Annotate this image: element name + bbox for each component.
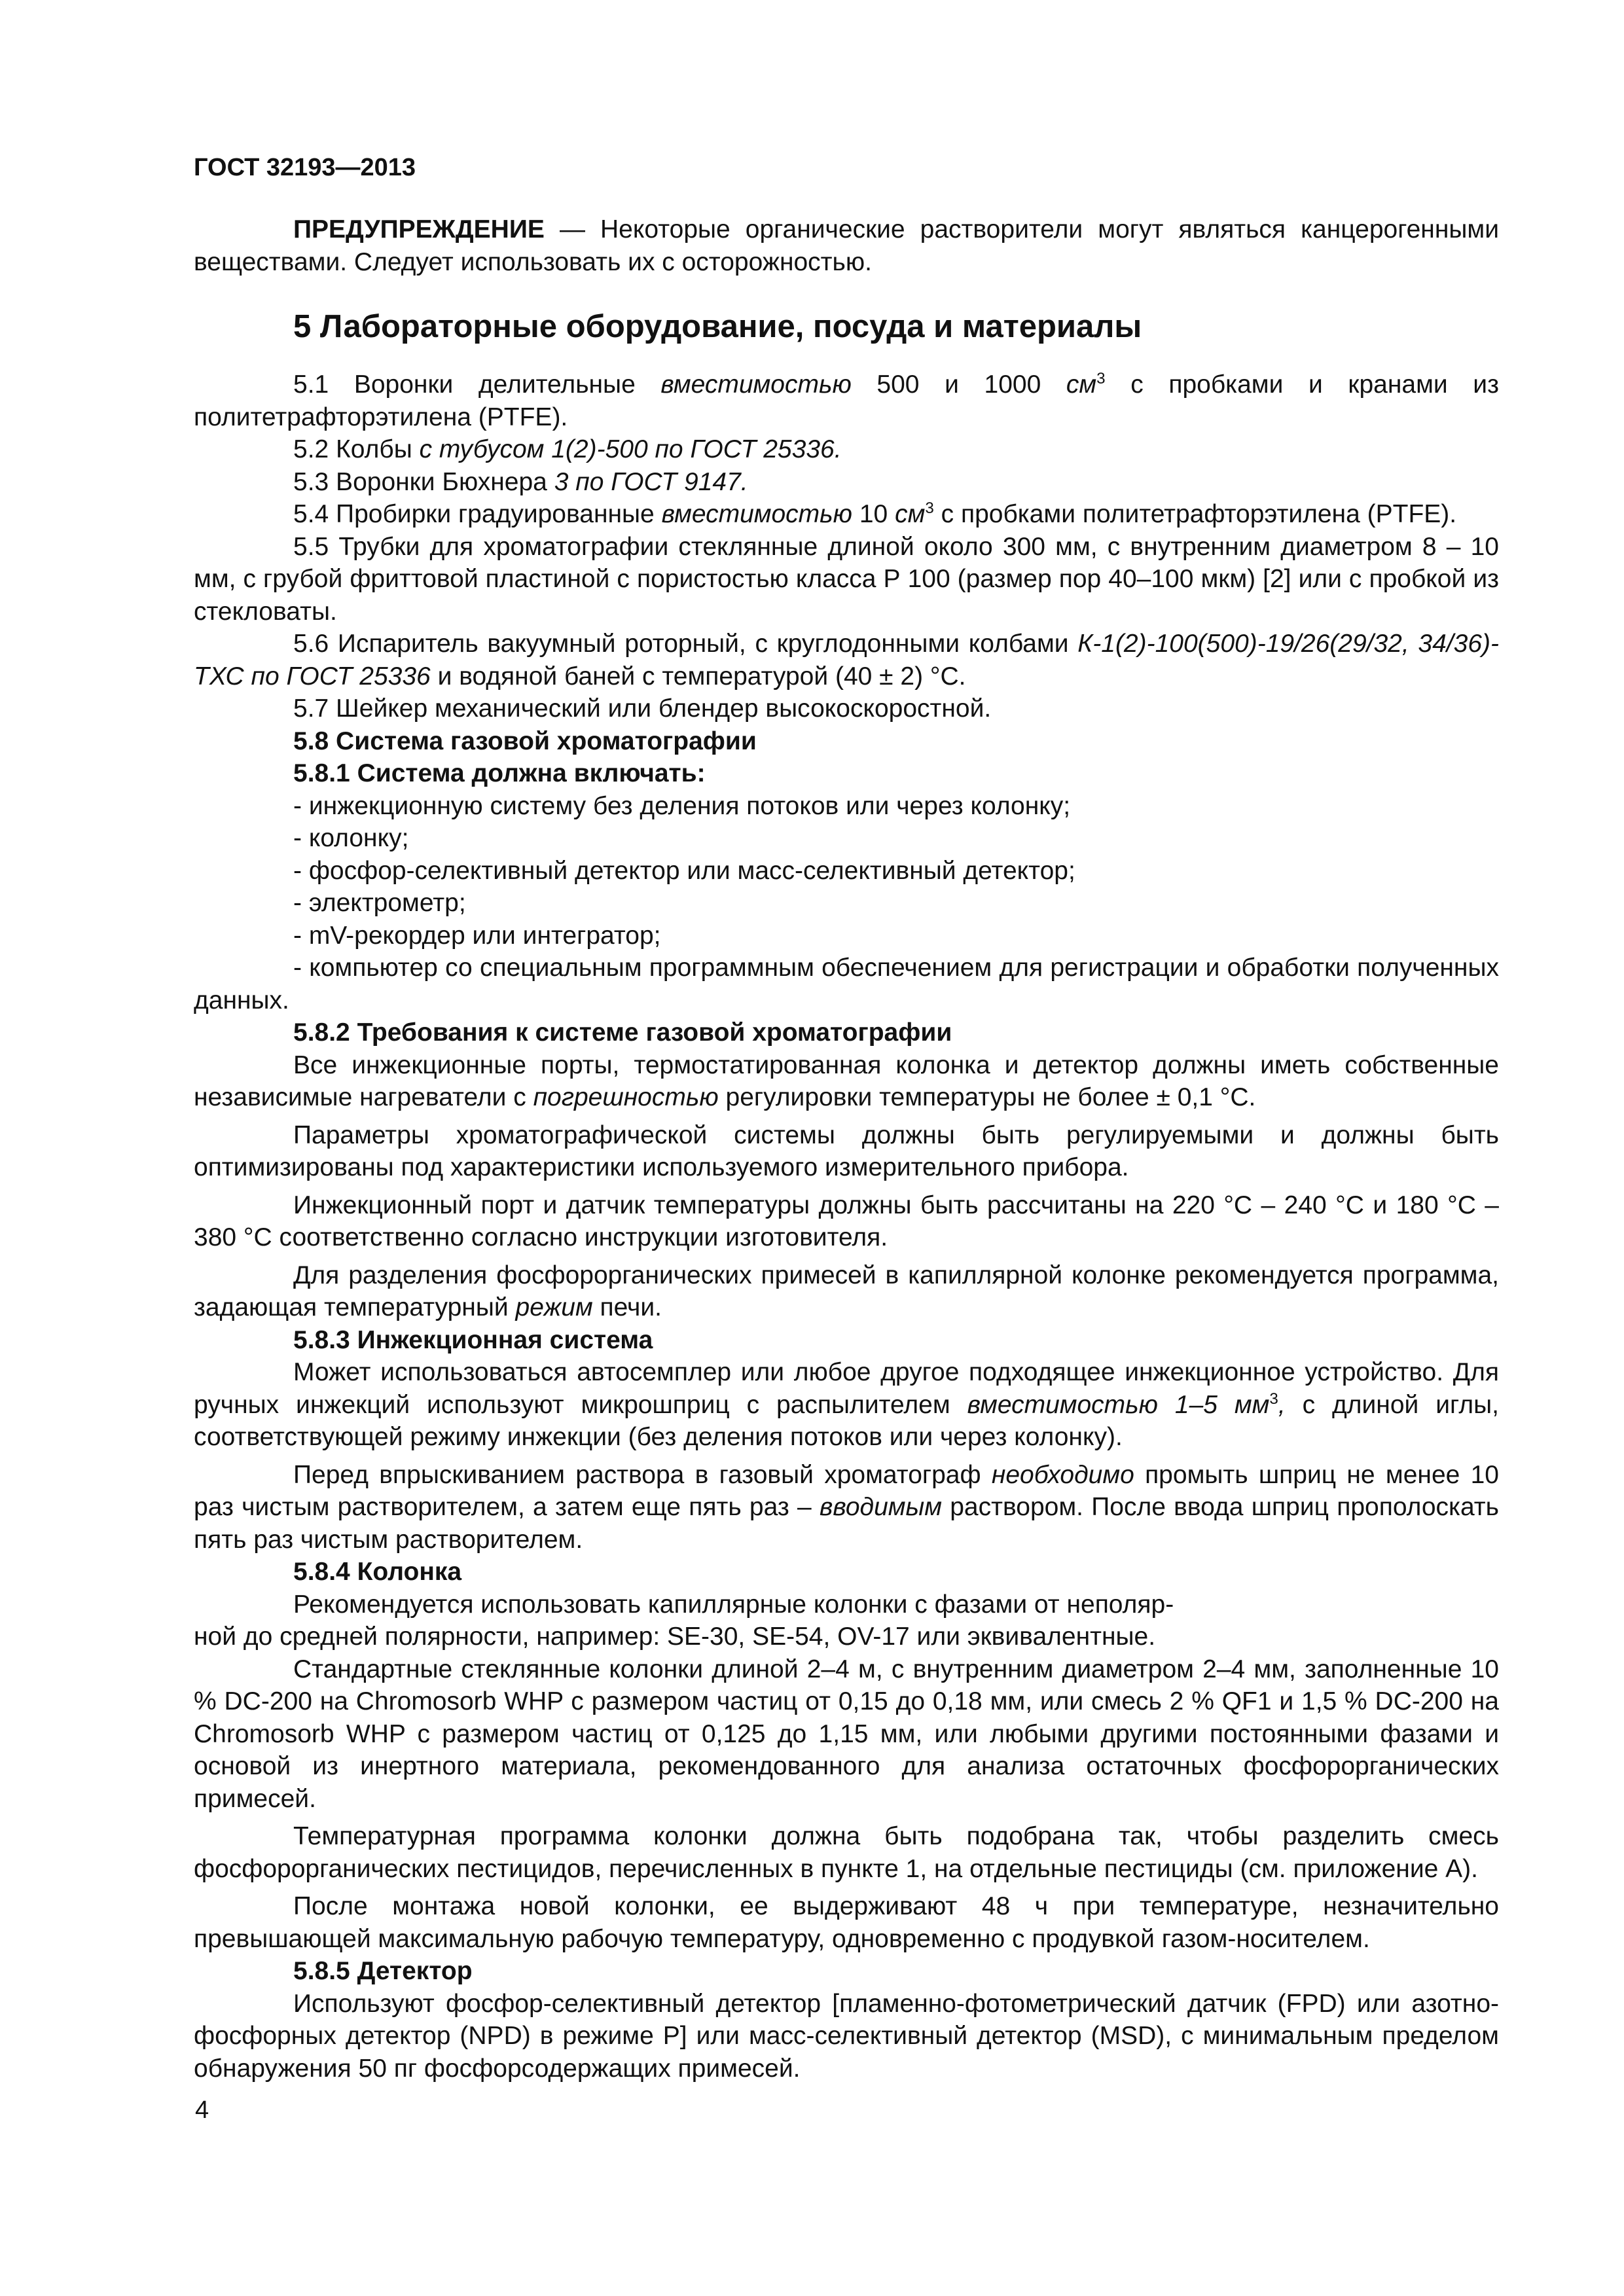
- standard-code-header: ГОСТ 32193—2013: [194, 154, 416, 181]
- heading-5-8-2: 5.8.2 Требования к системе газовой хроматографии: [293, 1018, 952, 1047]
- paragraph-5-8-5: Используют фосфор-селективный детектор [пламенно-фотометрический датчик (FPD) или азотно-фосфорных детектор (NPD) в режиме Р] или масс-селективный детектор (MSD), с минимальным пределом обнаружения 50 пг фосфорсодержащих примесей.: [194, 1989, 1499, 2083]
- list-item: - фосфор-селективный детектор или масс-селективный детектор;: [293, 856, 1075, 885]
- paragraph-5-6: 5.6 Испаритель вакуумный роторный, с круглодонными колбами К-1(2)-100(500)-19/26(29/32, 34/36)-ТХС по ГОСТ 25336 и водяной баней с температурой (40 ± 2) °С.: [194, 630, 1499, 691]
- heading-5-8-1: 5.8.1 Система должна включать:: [293, 759, 706, 787]
- heading-5-8-4: 5.8.4 Колонка: [293, 1558, 462, 1586]
- warning-text: — Некоторые органические растворители могут являться канцерогенными веществами. Следует использовать их с осторожностью.: [194, 215, 1499, 276]
- list-item: - mV-рекордер или интегратор;: [293, 921, 661, 950]
- paragraph-5-1: 5.1 Воронки делительные вместимостью 500 и 1000 $см^3$ с пробками и кранами из политетрафторэтилена (PTFE).: [194, 370, 1499, 431]
- section-5-heading: 5 Лабораторные оборудование, посуда и материалы: [293, 309, 1142, 344]
- paragraph-5-8-2-c: Инжекционный порт и датчик температуры должны быть рассчитаны на 220 °С – 240 °С и 180 °С – 380 °С соответственно согласно инструкции изготовителя.: [194, 1191, 1499, 1251]
- paragraph-5-5: 5.5 Трубки для хроматографии стеклянные длиной около 300 мм, с внутренним диаметром 8 – 10 мм, с грубой фриттовой пластиной с пористостью класса Р 100 (размер пор 40–100 мкм) [2] или с пробкой из стекловаты.: [194, 532, 1499, 626]
- heading-5-8-3: 5.8.3 Инжекционная система: [293, 1325, 653, 1354]
- paragraph-5-8-4-b: Стандартные стеклянные колонки длиной 2–4 м, с внутренним диаметром 2–4 мм, заполненные 10 % DC-200 на Chromosorb WHP с размером частиц от 0,15 до 0,18 мм, или смесь 2 % QF1 и 1,5 % DC-200 на Chromosorb WHP с размером частиц от 0,125 до 1,15 мм, или любыми другими постоянными фазами и основой из инертного материала, рекомендованного для анализа остаточных фосфорорганических примесей.: [194, 1655, 1499, 1813]
- document-body: [194, 213, 1499, 2085]
- paragraph-5-8-4-d: После монтажа новой колонки, ее выдерживают 48 ч при температуре, незначительно превышающей максимальную рабочую температуру, одновременно с продувкой газом-носителем.: [194, 1892, 1499, 1953]
- paragraph-5-2: 5.2 Колбы с тубусом 1(2)-500 по ГОСТ 25336.: [293, 435, 842, 463]
- warning-paragraph: [194, 213, 1499, 278]
- paragraph-5-4: 5.4 Пробирки градуированные вместимостью 10 $см^3$ с пробками политетрафторэтилена (PTFE).: [293, 499, 1457, 528]
- paragraph-5-8-2-d: Для разделения фосфорорганических примесей в капиллярной колонке рекомендуется программа, задающая температурный режим печи.: [194, 1261, 1499, 1321]
- paragraph-5-8-3-a: Может использоваться автосемплер или любое другое подходящее инжекционное устройство. Для ручных инжекций используют микрошприц с распылителем вместимостью 1–5 $мм^3$, с длиной иглы, соответствующей режиму инжекции (без деления потоков или через колонку).: [194, 1358, 1499, 1451]
- paragraph-5-8-4-a: Рекомендуется использовать капиллярные колонки с фазами от неполяр- ной до средней полярности, например: SE-30, SE-54, OV-17 или эквивалентные.: [194, 1590, 1174, 1651]
- paragraph-5-8-2-b: Параметры хроматографической системы должны быть регулируемыми и должны быть оптимизированы под характеристики используемого измерительного прибора.: [194, 1121, 1499, 1181]
- paragraph-5-8-3-b: Перед впрыскиванием раствора в газовый хроматограф необходимо промыть шприц не менее 10 раз чистым растворителем, а затем еще пять раз – вводимым раствором. После ввода шприц прополоскать пять раз чистым растворителем.: [194, 1460, 1499, 1554]
- paragraph-5-7: 5.7 Шейкер механический или блендер высокоскоростной.: [293, 694, 992, 723]
- paragraph-5-8-2-a: Все инжекционные порты, термостатированная колонка и детектор должны иметь собственные независимые нагреватели с погрешностью регулировки температуры не более ± 0,1 °С.: [194, 1050, 1499, 1111]
- heading-5-8: 5.8 Система газовой хроматографии: [293, 726, 757, 755]
- list-item: - колонку;: [293, 824, 409, 852]
- list-item: - компьютер со специальным программным обеспечением для регистрации и обработки полученных данных.: [194, 954, 1499, 1014]
- warning-label: ПРЕДУПРЕЖДЕНИЕ: [293, 215, 545, 243]
- heading-5-8-5: 5.8.5 Детектор: [293, 1957, 473, 1985]
- list-item: - электрометр;: [293, 889, 466, 917]
- list-item: - инжекционную систему без деления потоков или через колонку;: [293, 791, 1071, 820]
- paragraph-5-8-4-c: Температурная программа колонки должна быть подобрана так, чтобы разделить смесь фосфорорганических пестицидов, перечисленных в пункте 1, на отдельные пестициды (см. приложение А).: [194, 1822, 1499, 1883]
- paragraph-5-3: 5.3 Воронки Бюхнера 3 по ГОСТ 9147.: [293, 467, 748, 496]
- page-number: 4: [195, 2096, 209, 2124]
